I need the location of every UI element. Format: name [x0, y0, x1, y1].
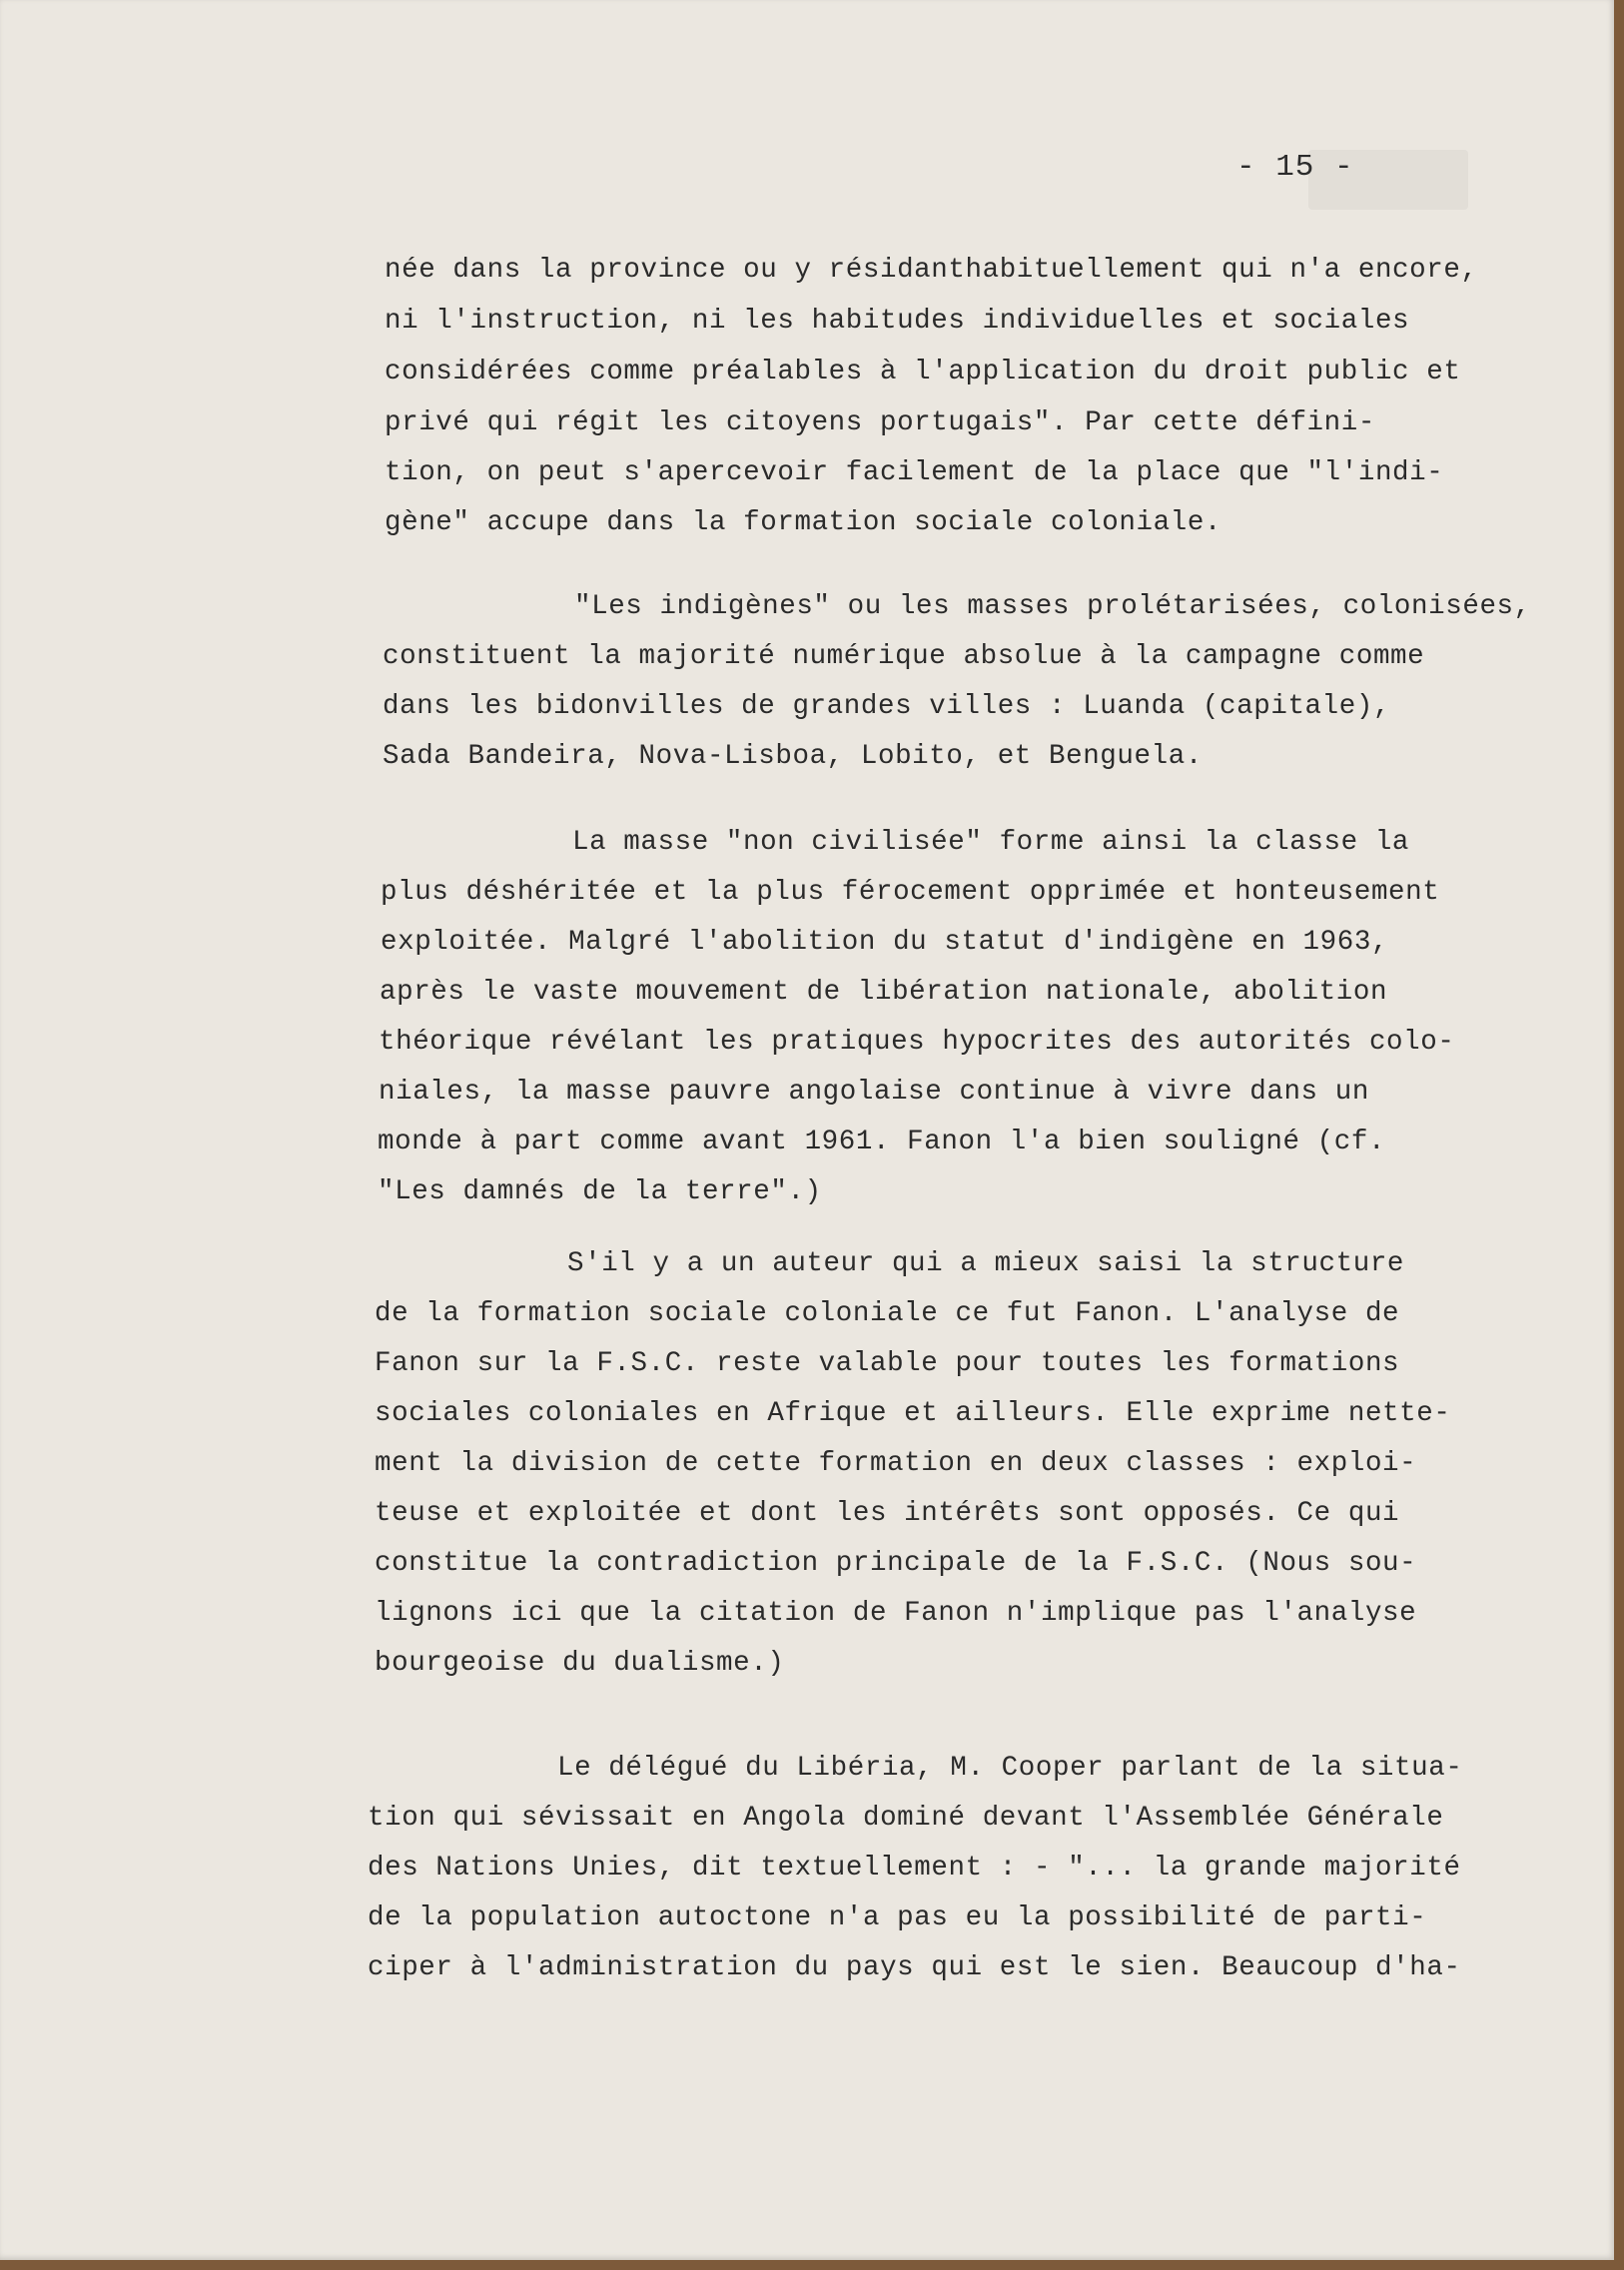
text-line: des Nations Unies, dit textuellement : - "... la grande majorité	[368, 1853, 1461, 1884]
text-line: La masse "non civilisée" forme ainsi la classe la	[572, 827, 1410, 858]
text-line: "Les damnés de la terre".)	[378, 1176, 822, 1207]
text-line: constituent la majorité numérique absolue à la campagne comme	[383, 641, 1425, 672]
text-line: tion, on peut s'apercevoir facilement de la place que "l'indi-	[385, 457, 1444, 488]
text-line: monde à part comme avant 1961. Fanon l'a bien souligné (cf.	[378, 1127, 1386, 1157]
text-line: de la formation sociale coloniale ce fut Fanon. L'analyse de	[375, 1298, 1400, 1329]
text-line: ment la division de cette formation en deux classes : exploi-	[375, 1448, 1417, 1479]
text-line: "Les indigènes" ou les masses prolétarisées, colonisées,	[574, 591, 1531, 622]
text-line: née dans la province ou y résidanthabituellement qui n'a encore,	[385, 255, 1478, 286]
text-line: teuse et exploitée et dont les intérêts sont opposés. Ce qui	[375, 1498, 1400, 1529]
text-line: Le délégué du Libéria, M. Cooper parlant de la situa-	[557, 1753, 1463, 1784]
text-line: niales, la masse pauvre angolaise continue à vivre dans un	[379, 1077, 1369, 1108]
text-line: dans les bidonvilles de grandes villes : Luanda (capitale),	[383, 691, 1391, 722]
text-line: bourgeoise du dualisme.)	[375, 1648, 785, 1679]
text-line: exploitée. Malgré l'abolition du statut d'indigène en 1963,	[381, 927, 1389, 958]
text-line: privé qui régit les citoyens portugais". Par cette défini-	[385, 407, 1375, 438]
text-line: théorique révélant les pratiques hypocrites des autorités colo-	[379, 1027, 1455, 1058]
text-line: plus déshéritée et la plus férocement opprimée et honteusement	[381, 877, 1440, 908]
text-line: gène" accupe dans la formation sociale coloniale.	[385, 507, 1222, 538]
text-line: lignons ici que la citation de Fanon n'implique pas l'analyse	[375, 1598, 1417, 1629]
text-line: ciper à l'administration du pays qui est le sien. Beaucoup d'ha-	[368, 1952, 1461, 1983]
text-line: après le vaste mouvement de libération nationale, abolition	[380, 977, 1388, 1008]
text-line: tion qui sévissait en Angola dominé devant l'Assemblée Générale	[368, 1803, 1444, 1834]
text-line: ni l'instruction, ni les habitudes individuelles et sociales	[385, 306, 1410, 337]
text-line: sociales coloniales en Afrique et ailleurs. Elle exprime nette-	[375, 1398, 1451, 1429]
text-line: considérées comme préalables à l'application du droit public et	[385, 357, 1461, 387]
text-line: Fanon sur la F.S.C. reste valable pour toutes les formations	[375, 1348, 1400, 1379]
text-line: constitue la contradiction principale de la F.S.C. (Nous sou-	[375, 1548, 1417, 1579]
text-line: de la population autoctone n'a pas eu la possibilité de parti-	[368, 1902, 1427, 1933]
text-line: S'il y a un auteur qui a mieux saisi la structure	[567, 1248, 1405, 1279]
text-line: Sada Bandeira, Nova-Lisboa, Lobito, et Benguela.	[383, 741, 1203, 772]
page-number: - 15 -	[1236, 150, 1354, 185]
